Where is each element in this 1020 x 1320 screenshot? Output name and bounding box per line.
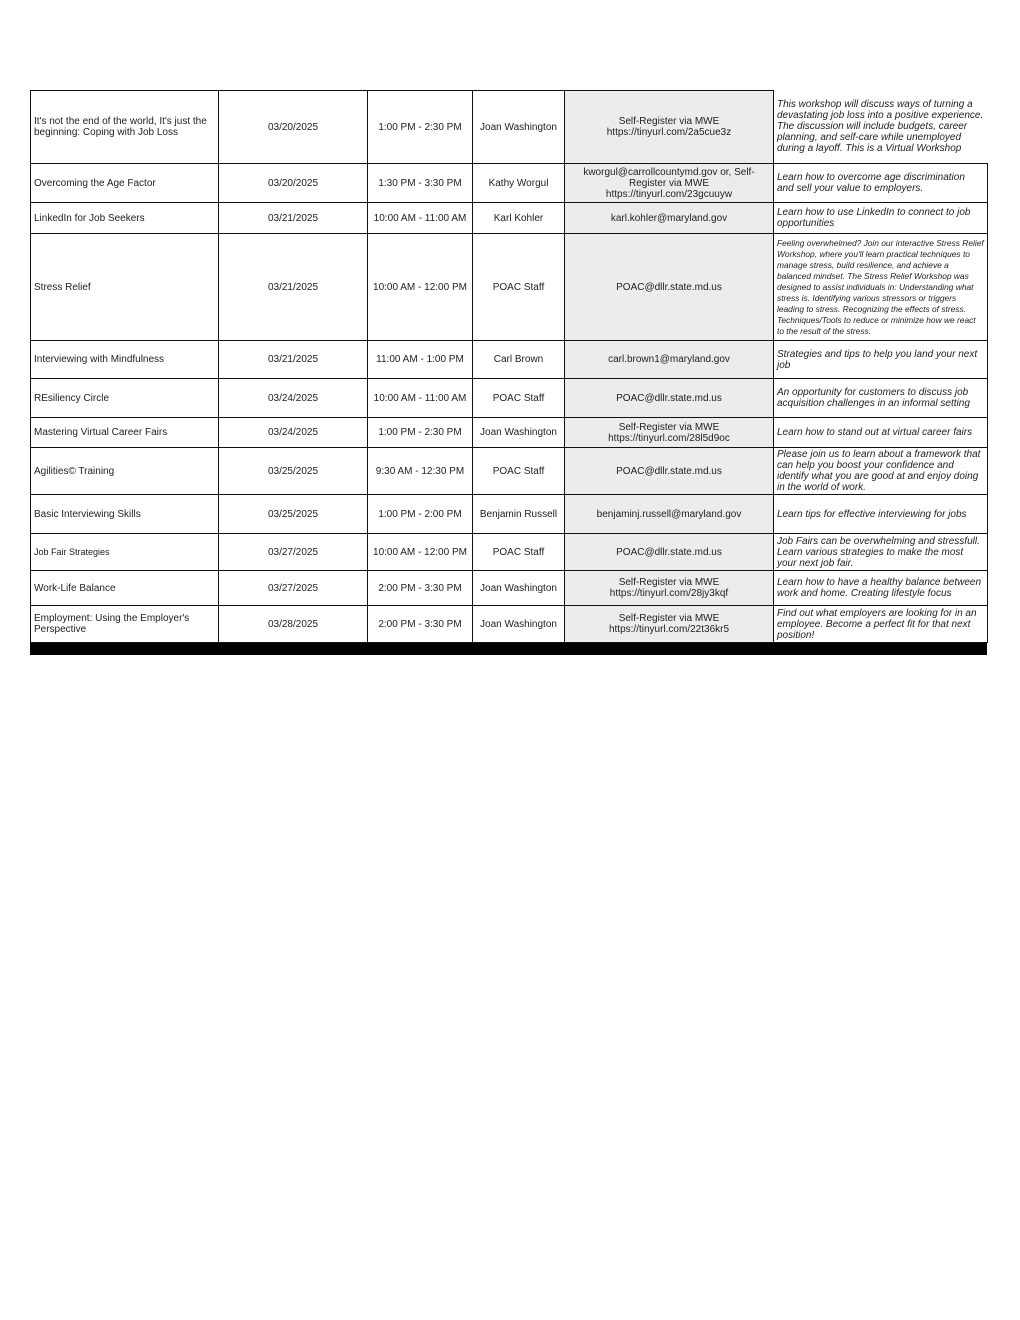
workshop-title: Interviewing with Mindfulness — [31, 341, 219, 379]
workshop-contact: POAC@dllr.state.md.us — [565, 234, 774, 341]
workshop-description: Learn tips for effective interviewing for jobs — [774, 495, 988, 534]
workshop-time: 1:00 PM - 2:30 PM — [368, 418, 473, 448]
workshop-presenter: Kathy Worgul — [473, 164, 565, 203]
workshop-contact: karl.kohler@maryland.gov — [565, 203, 774, 234]
workshop-contact: Self-Register via MWE https://tinyurl.com/28l5d9oc — [565, 418, 774, 448]
workshop-title: Job Fair Strategies — [31, 534, 219, 571]
workshop-title: Overcoming the Age Factor — [31, 164, 219, 203]
workshop-presenter: Benjamin Russell — [473, 495, 565, 534]
workshop-title: Mastering Virtual Career Fairs — [31, 418, 219, 448]
workshop-presenter: Joan Washington — [473, 91, 565, 164]
workshop-date: 03/21/2025 — [219, 203, 368, 234]
workshop-title: Stress Relief — [31, 234, 219, 341]
workshop-title: Basic Interviewing Skills — [31, 495, 219, 534]
workshop-presenter: Karl Kohler — [473, 203, 565, 234]
workshop-date: 03/21/2025 — [219, 234, 368, 341]
workshop-date: 03/21/2025 — [219, 341, 368, 379]
workshop-description: Feeling overwhelmed? Join our interactive Stress Relief Workshop, where you'll learn practical techniques to manage stress, build resilience, and achieve a balanced mindset. The Stress Relief Workshop was designed to assist individuals in: Understanding what stress is. Identifying various stressors or triggers leading to stress. Recognizing the effects of stress. Techniques/Tools to reduce or minimize how we react to the result of the stress. — [774, 234, 988, 341]
workshop-presenter: Joan Washington — [473, 418, 565, 448]
workshop-time: 1:00 PM - 2:00 PM — [368, 495, 473, 534]
workshop-time: 10:00 AM - 12:00 PM — [368, 534, 473, 571]
workshop-description: Learn how to overcome age discrimination and sell your value to employers. — [774, 164, 988, 203]
workshop-time: 1:30 PM - 3:30 PM — [368, 164, 473, 203]
workshop-description: Please join us to learn about a framework that can help you boost your confidence and identify what you are good at and enjoy doing in the world of work. — [774, 448, 988, 495]
table-row — [31, 379, 988, 418]
workshop-date: 03/27/2025 — [219, 571, 368, 606]
table-row — [31, 495, 988, 534]
workshop-contact: benjaminj.russell@maryland.gov — [565, 495, 774, 534]
workshop-time: 10:00 AM - 11:00 AM — [368, 379, 473, 418]
workshop-description: This workshop will discuss ways of turning a devastating job loss into a positive experience. The discussion will include budgets, career planning, and self-care while unemployed during a layoff. This is a Virtual Workshop — [774, 91, 988, 164]
workshop-presenter: Carl Brown — [473, 341, 565, 379]
workshop-title: It's not the end of the world, It's just the beginning: Coping with Job Loss — [31, 91, 219, 164]
workshop-presenter: POAC Staff — [473, 234, 565, 341]
workshop-date: 03/20/2025 — [219, 91, 368, 164]
workshop-title: Work-Life Balance — [31, 571, 219, 606]
workshop-contact: Self-Register via MWE https://tinyurl.com/22t36kr5 — [565, 606, 774, 643]
workshop-time: 1:00 PM - 2:30 PM — [368, 91, 473, 164]
workshop-contact: POAC@dllr.state.md.us — [565, 379, 774, 418]
workshop-title: LinkedIn for Job Seekers — [31, 203, 219, 234]
workshop-time: 11:00 AM - 1:00 PM — [368, 341, 473, 379]
workshop-date: 03/27/2025 — [219, 534, 368, 571]
workshop-description: Learn how to stand out at virtual career fairs — [774, 418, 988, 448]
table-row — [31, 164, 988, 203]
workshop-presenter: Joan Washington — [473, 571, 565, 606]
workshop-time: 2:00 PM - 3:30 PM — [368, 606, 473, 643]
workshop-time: 9:30 AM - 12:30 PM — [368, 448, 473, 495]
workshop-description: Job Fairs can be overwhelming and stressfull. Learn various strategies to make the most your next job fair. — [774, 534, 988, 571]
workshop-description: An opportunity for customers to discuss job acquisition challenges in an informal setting — [774, 379, 988, 418]
workshop-description: Learn how to have a healthy balance between work and home. Creating lifestyle focus — [774, 571, 988, 606]
workshop-date: 03/25/2025 — [219, 495, 368, 534]
workshop-contact: kworgul@carrollcountymd.gov or, Self-Register via MWE https://tinyurl.com/23gcuuyw — [565, 164, 774, 203]
table-row — [31, 91, 988, 164]
workshop-date: 03/20/2025 — [219, 164, 368, 203]
workshop-title: REsiliency Circle — [31, 379, 219, 418]
workshop-title: Employment: Using the Employer's Perspective — [31, 606, 219, 643]
workshop-description: Learn how to use LinkedIn to connect to job opportunities — [774, 203, 988, 234]
workshop-presenter: POAC Staff — [473, 534, 565, 571]
workshop-contact: Self-Register via MWE https://tinyurl.com/2a5cue3z — [565, 91, 774, 164]
table-row — [31, 448, 988, 495]
table-row — [31, 203, 988, 234]
workshop-time: 10:00 AM - 12:00 PM — [368, 234, 473, 341]
table-row — [31, 571, 988, 606]
table-footer-bar — [30, 643, 987, 655]
workshop-time: 2:00 PM - 3:30 PM — [368, 571, 473, 606]
workshop-presenter: Joan Washington — [473, 606, 565, 643]
workshop-date: 03/28/2025 — [219, 606, 368, 643]
table-row — [31, 534, 988, 571]
workshop-presenter: POAC Staff — [473, 379, 565, 418]
table-row — [31, 341, 988, 379]
workshop-date: 03/24/2025 — [219, 418, 368, 448]
workshop-contact: POAC@dllr.state.md.us — [565, 534, 774, 571]
workshop-time: 10:00 AM - 11:00 AM — [368, 203, 473, 234]
workshop-contact: POAC@dllr.state.md.us — [565, 448, 774, 495]
workshop-schedule-table — [30, 90, 988, 643]
workshop-description: Strategies and tips to help you land your next job — [774, 341, 988, 379]
workshop-schedule-sheet — [30, 90, 987, 655]
table-row — [31, 418, 988, 448]
workshop-description: Find out what employers are looking for in an employee. Become a perfect fit for that next position! — [774, 606, 988, 643]
workshop-contact: Self-Register via MWE https://tinyurl.com/28jy3kqf — [565, 571, 774, 606]
workshop-contact: carl.brown1@maryland.gov — [565, 341, 774, 379]
workshop-title: Agilities© Training — [31, 448, 219, 495]
workshop-presenter: POAC Staff — [473, 448, 565, 495]
table-row — [31, 234, 988, 341]
workshop-date: 03/24/2025 — [219, 379, 368, 418]
workshop-date: 03/25/2025 — [219, 448, 368, 495]
table-row — [31, 606, 988, 643]
